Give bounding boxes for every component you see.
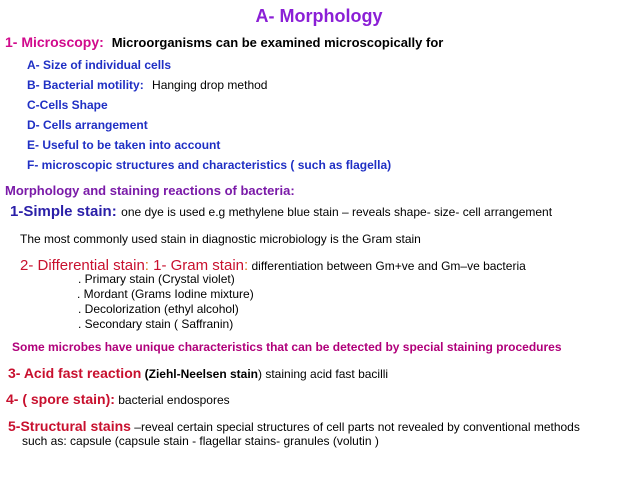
- simple-stain-label: 1-Simple stain:: [10, 203, 117, 220]
- staining-heading: Morphology and staining reactions of bacteria:: [5, 183, 295, 198]
- structural-stain-examples: such as: capsule (capsule stain - flagellar stains- granules (volutin ): [22, 434, 379, 448]
- ziehl-neelsen-label: Ziehl-Neelsen stain: [148, 367, 259, 381]
- microscopy-label: 1- Microscopy:: [5, 34, 104, 50]
- gram-step: . Mordant (Grams Iodine mixture): [77, 287, 254, 301]
- spore-stain-label: 4- ( spore stain):: [6, 391, 115, 407]
- microscopy-text: Microorganisms can be examined microscopically for: [111, 35, 444, 50]
- gram-step: . Secondary stain ( Saffranin): [78, 317, 234, 331]
- list-item: E- Useful to be taken into account: [27, 138, 221, 152]
- differential-stain-label: 2- Differential stain: [20, 257, 145, 274]
- spore-stain-text: bacterial endospores: [114, 393, 230, 407]
- structural-stain-text: –reveal certain special structures of cell parts not revealed by conventional methods: [130, 420, 580, 434]
- list-item: C-Cells Shape: [27, 98, 108, 112]
- gram-stain-label: 1- Gram stain: [148, 257, 244, 274]
- simple-stain-line: [10, 203, 552, 221]
- common-stain-text: The most commonly used stain in diagnostic microbiology is the Gram stain: [20, 232, 421, 246]
- list-item: F- microscopic structures and characteristics ( such as flagella): [27, 158, 392, 172]
- list-item: A- Size of individual cells: [27, 58, 172, 72]
- structural-stain-label: 5-Structural stains: [8, 418, 131, 434]
- differential-stain-text: differentiation between Gm+ve and Gm–ve bacteria: [248, 259, 526, 273]
- gram-step: . Primary stain (Crystal violet): [78, 272, 235, 286]
- list-item: B- Bacterial motility: Hanging drop method: [27, 78, 268, 92]
- special-stain-text: Some microbes have unique characteristics that can be detected by special staining procedures: [12, 340, 562, 354]
- page-title: A- Morphology: [255, 6, 383, 26]
- acid-fast-line: 3- Acid fast reaction (Ziehl-Neelsen stain) staining acid fast bacilli: [8, 365, 389, 381]
- differential-stain-line: 2- Differential stain: 1- Gram stain: differentiation between Gm+ve and Gm–ve bacteria: [20, 257, 526, 274]
- simple-stain-text: one dye is used e.g methylene blue stain – reveals shape- size- cell arrangement: [121, 205, 553, 219]
- gram-step: . Decolorization (ethyl alcohol): [78, 302, 239, 316]
- acid-fast-text: staining acid fast bacilli: [262, 367, 389, 381]
- list-item: D- Cells arrangement: [27, 118, 148, 132]
- microscopy-line: [5, 34, 443, 51]
- acid-fast-label: 3- Acid fast reaction: [8, 365, 142, 381]
- spore-stain-line: [6, 391, 230, 409]
